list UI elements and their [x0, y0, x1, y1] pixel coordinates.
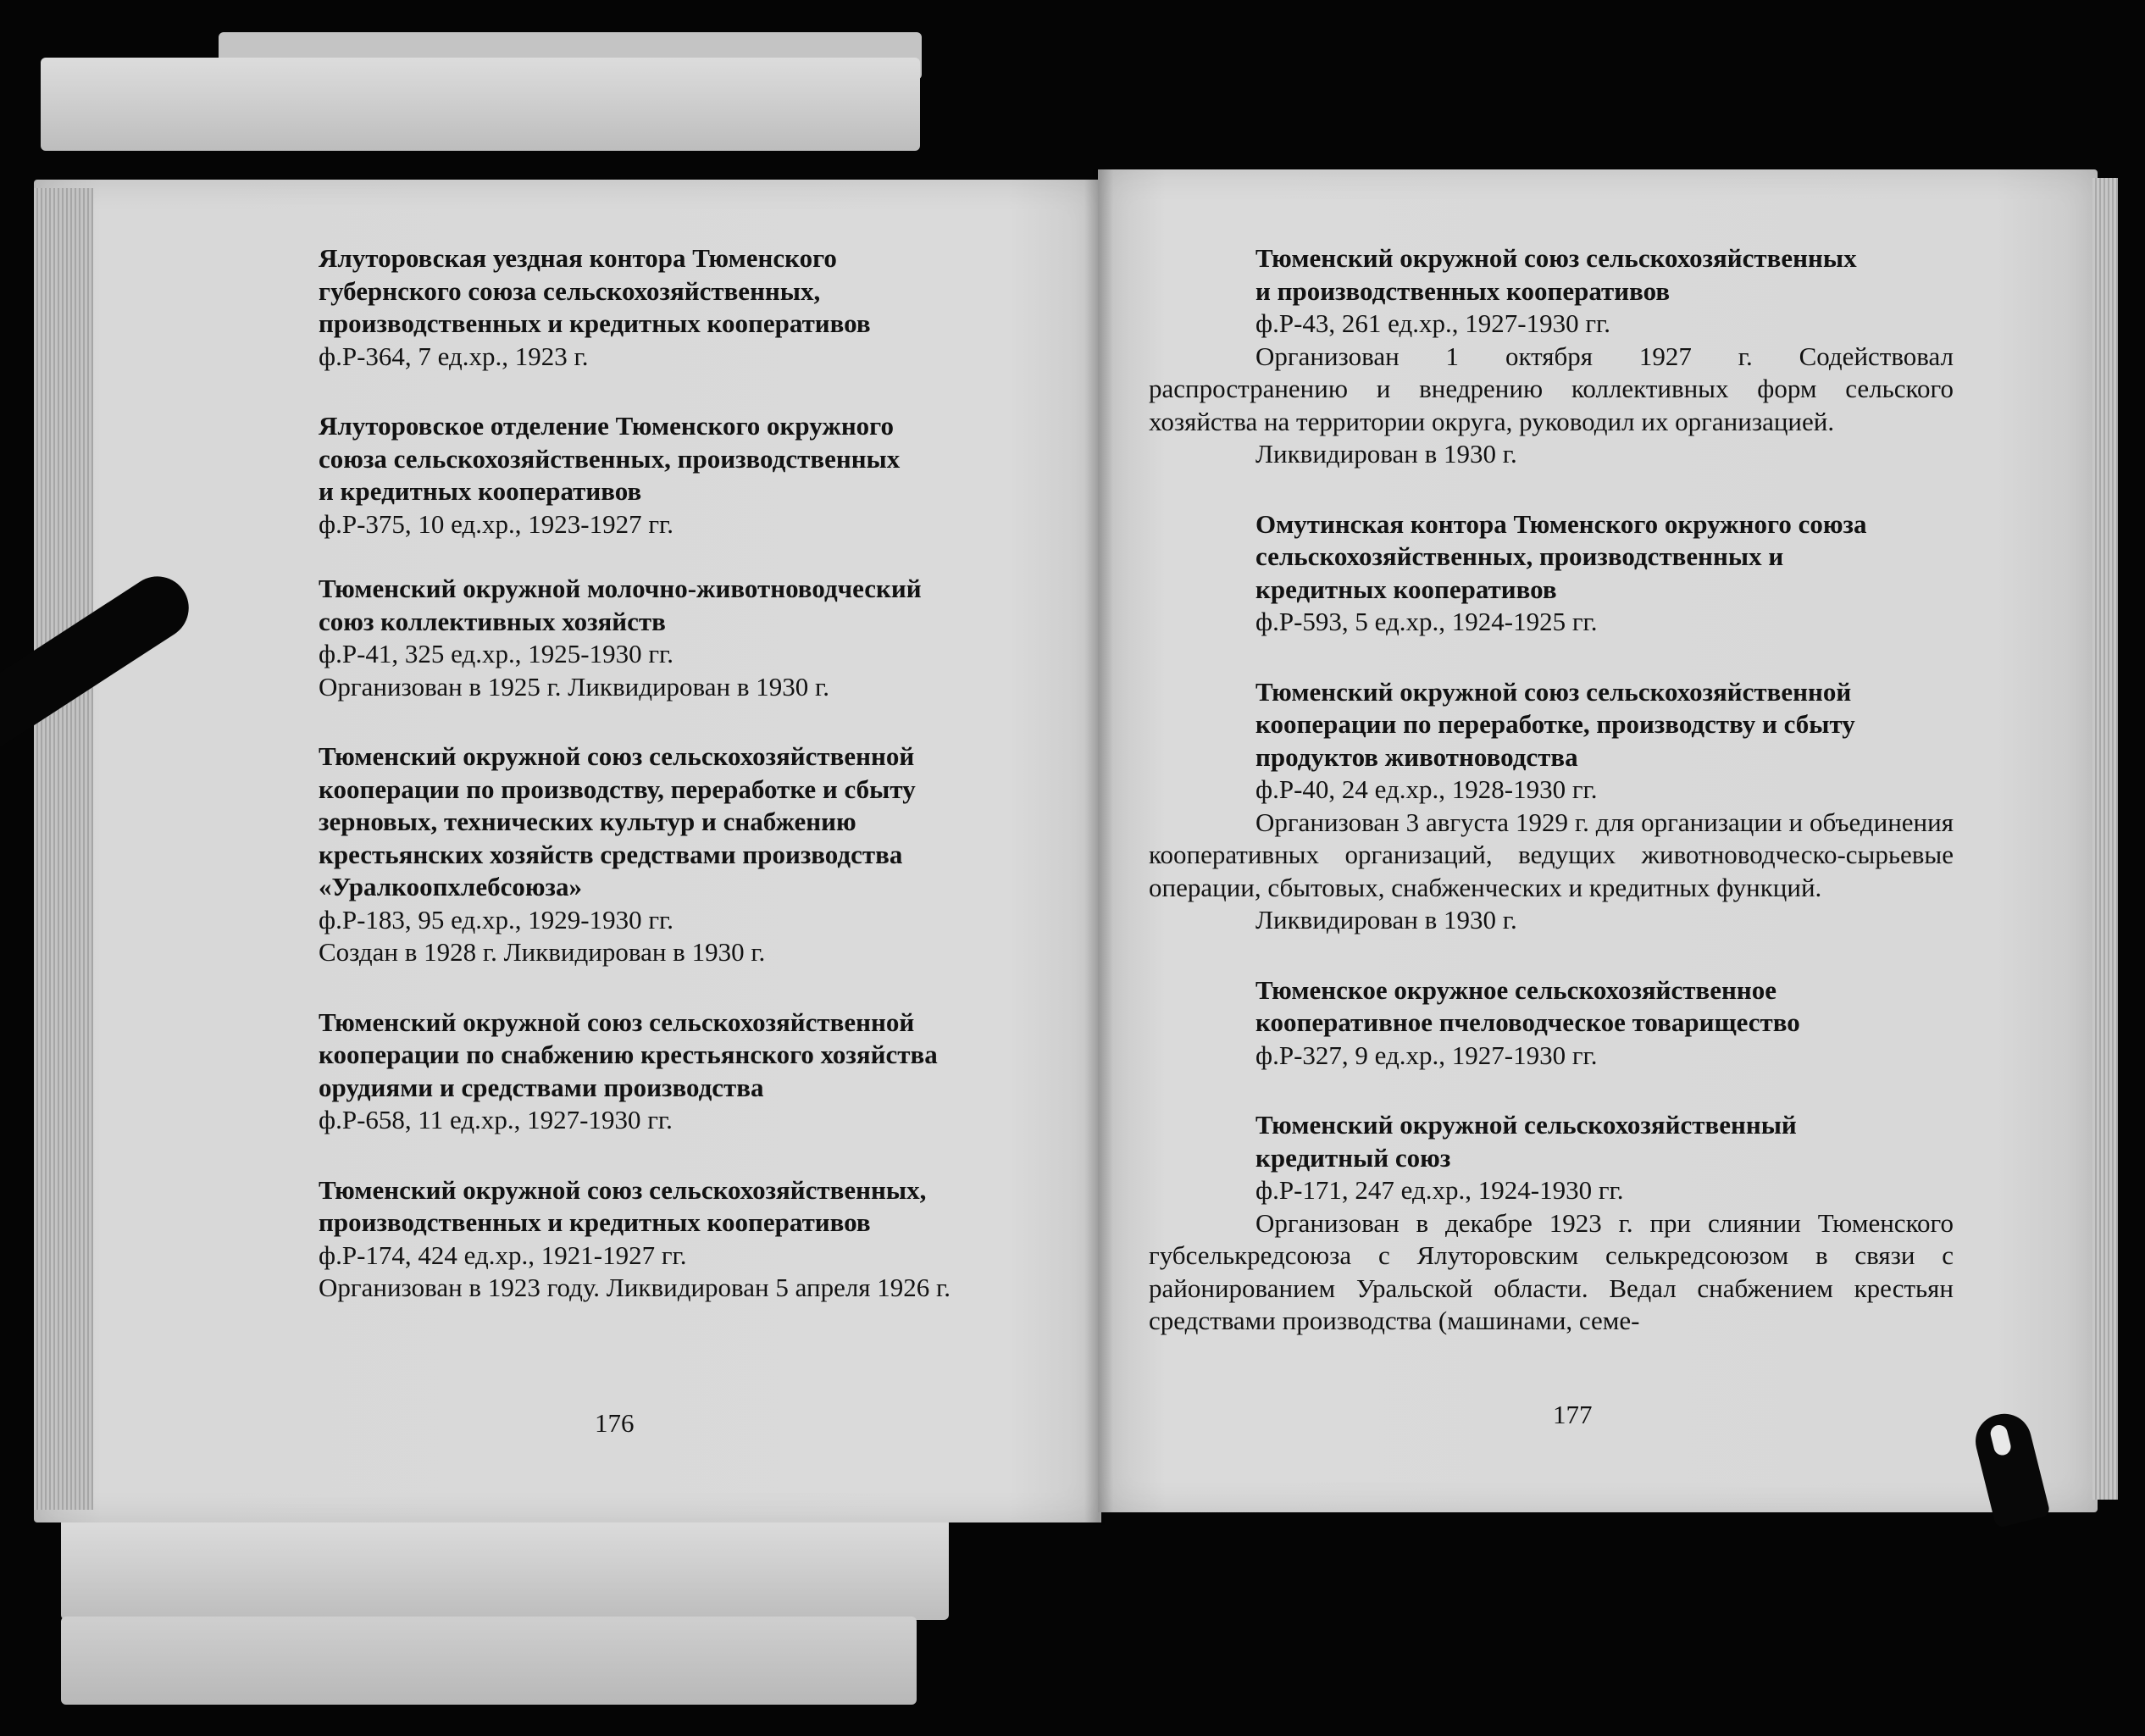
- title-line: кооперации по снабжению крестьянского хозяйства: [319, 1040, 938, 1069]
- title-line: кредитный союз: [1255, 1142, 1451, 1173]
- title-line: производственных и кредитных кооперативов: [319, 1207, 871, 1237]
- title-line: Ялуторовская уездная контора Тюменского: [319, 243, 837, 273]
- right-page-text: [1149, 242, 1954, 1338]
- entry-okrug-cooperatives-union-1921: [319, 1174, 1009, 1305]
- entry-note: Создан в 1928 г. Ликвидирован в 1930 г.: [319, 937, 766, 967]
- title-line: Тюменский окружной союз сельскохозяйственной: [319, 741, 915, 771]
- title-line: сельскохозяйственных, производственных и: [1255, 541, 1784, 571]
- title-line: Тюменский окружной союз сельскохозяйственных: [1255, 243, 1857, 273]
- entry-note: Организован 1 октября 1927 г. Содействовал распространению и внедрению коллективных форм сельского хозяйства на территории округа, руководил их организацией.: [1149, 341, 1954, 436]
- entry-yalutorovsk-uyezd-office: [319, 242, 1009, 373]
- entry-note: Организован в декабре 1923 г. при слиянии Тюменского губселькредсоюза с Ялуторовским селькредсоюзом в связи с районированием Уральской области. Ведал снабжением крестьян средствами производства (машинами, семе-: [1149, 1207, 1954, 1335]
- title-line: Тюменский окружной союз сельскохозяйственной: [1255, 676, 1852, 707]
- entry-title: [319, 740, 1009, 904]
- entry-note: Ликвидирован в 1930 г.: [1255, 905, 1517, 935]
- title-line: Тюменский окружной молочно-животноводческий: [319, 574, 922, 603]
- title-line: Ялуторовское отделение Тюменского окружного: [319, 411, 894, 441]
- entry-title: [1255, 508, 1954, 607]
- title-line: Тюменское окружное сельскохозяйственное: [1255, 974, 1777, 1005]
- title-line: крестьянских хозяйств средствами производства: [319, 839, 903, 869]
- entry-title: [319, 573, 1009, 638]
- entry-title: [319, 1174, 1009, 1240]
- entry-note: Организован 3 августа 1929 г. для организации и объединения кооперативных организаций, ведущих животноводческо-сырьевые операции, сбытовых, снабженческих и кредитных функций.: [1149, 807, 1954, 902]
- entry-okrug-cooperatives-union-1927: [1149, 242, 1954, 471]
- entry-title: [1255, 676, 1954, 774]
- archive-reference: ф.Р-593, 5 ед.хр., 1924-1925 гг.: [1255, 607, 1598, 636]
- entry-yalutorovsk-branch: [319, 410, 1009, 541]
- archive-reference: ф.Р-41, 325 ед.хр., 1925-1930 гг.: [319, 639, 674, 668]
- title-line: орудиями и средствами производства: [319, 1072, 764, 1102]
- title-line: губернского союза сельскохозяйственных,: [319, 275, 821, 306]
- title-line: союз коллективных хозяйств: [319, 606, 666, 636]
- entry-beekeeping-partnership: [1255, 974, 1954, 1073]
- title-line: и кредитных кооперативов: [319, 476, 642, 506]
- entry-title: [319, 1007, 1009, 1105]
- title-line: Омутинская контора Тюменского окружного союза: [1255, 508, 1867, 539]
- title-line: Тюменский окружной сельскохозяйственный: [1255, 1110, 1797, 1140]
- title-line: кооперации по переработке, производству и сбыту: [1255, 709, 1855, 739]
- archive-reference: ф.Р-183, 95 ед.хр., 1929-1930 гг.: [319, 904, 674, 935]
- entry-credit-union: [1149, 1109, 1954, 1338]
- archive-reference: ф.Р-43, 261 ед.хр., 1927-1930 гг.: [1255, 308, 1611, 338]
- page-number-right: 177: [1553, 1400, 1593, 1429]
- right-page-edges: [2092, 178, 2118, 1500]
- archive-reference: ф.Р-658, 11 ед.хр., 1927-1930 гг.: [319, 1105, 673, 1134]
- entry-livestock-products-union: [1149, 676, 1954, 937]
- entry-omutinsk-office: [1255, 508, 1954, 639]
- entry-note: Организован в 1923 году. Ликвидирован 5 апреля 1926 г.: [319, 1273, 951, 1302]
- archive-reference: ф.Р-375, 10 ед.хр., 1923-1927 гг.: [319, 508, 674, 539]
- title-line: Тюменский окружной союз сельскохозяйственной: [319, 1007, 915, 1037]
- title-line: продуктов животноводства: [1255, 741, 1578, 772]
- entry-dairy-livestock-union: [319, 573, 1009, 703]
- archive-reference: ф.Р-171, 247 ед.хр., 1924-1930 гг.: [1255, 1175, 1624, 1205]
- bottom-paper-strip-lower: [61, 1617, 917, 1705]
- book-spine: [1084, 169, 1113, 1525]
- entry-title: [1255, 974, 1954, 1040]
- bottom-paper-strip: [61, 1518, 949, 1620]
- title-line: кооперативное пчеловодческое товарищество: [1255, 1007, 1800, 1037]
- archive-reference: ф.Р-364, 7 ед.хр., 1923 г.: [319, 341, 589, 371]
- left-page-edges: [34, 188, 93, 1510]
- archive-reference: ф.Р-174, 424 ед.хр., 1921-1927 гг.: [319, 1240, 687, 1270]
- entry-note: Организован в 1925 г. Ликвидирован в 1930 г.: [319, 671, 829, 702]
- left-page-text: [319, 242, 1009, 1305]
- title-line: «Уралкоопхлебсоюза»: [319, 872, 582, 901]
- page-number-left: 176: [595, 1408, 635, 1438]
- title-line: зерновых, технических культур и снабжению: [319, 807, 856, 836]
- title-line: кредитных кооперативов: [1255, 574, 1557, 604]
- entry-note: Ликвидирован в 1930 г.: [1255, 439, 1517, 469]
- entry-title: [1255, 242, 1954, 308]
- entry-supply-cooperation-union: [319, 1007, 1009, 1137]
- entry-title: [1255, 1109, 1954, 1174]
- title-line: Тюменский окружной союз сельскохозяйственных,: [319, 1174, 927, 1205]
- top-paper-strip: [41, 58, 920, 151]
- archive-reference: ф.Р-40, 24 ед.хр., 1928-1930 гг.: [1255, 774, 1598, 804]
- title-line: производственных и кредитных кооперативов: [319, 308, 871, 338]
- entry-title: [319, 242, 1009, 341]
- title-line: кооперации по производству, переработке и сбыту: [319, 774, 916, 804]
- entry-uralkoopkhlebsoyuz: [319, 740, 1009, 969]
- archive-reference: ф.Р-327, 9 ед.хр., 1927-1930 гг.: [1255, 1040, 1598, 1070]
- entry-title: [319, 410, 1009, 508]
- title-line: и производственных кооперативов: [1255, 275, 1671, 306]
- title-line: союза сельскохозяйственных, производственных: [319, 443, 901, 474]
